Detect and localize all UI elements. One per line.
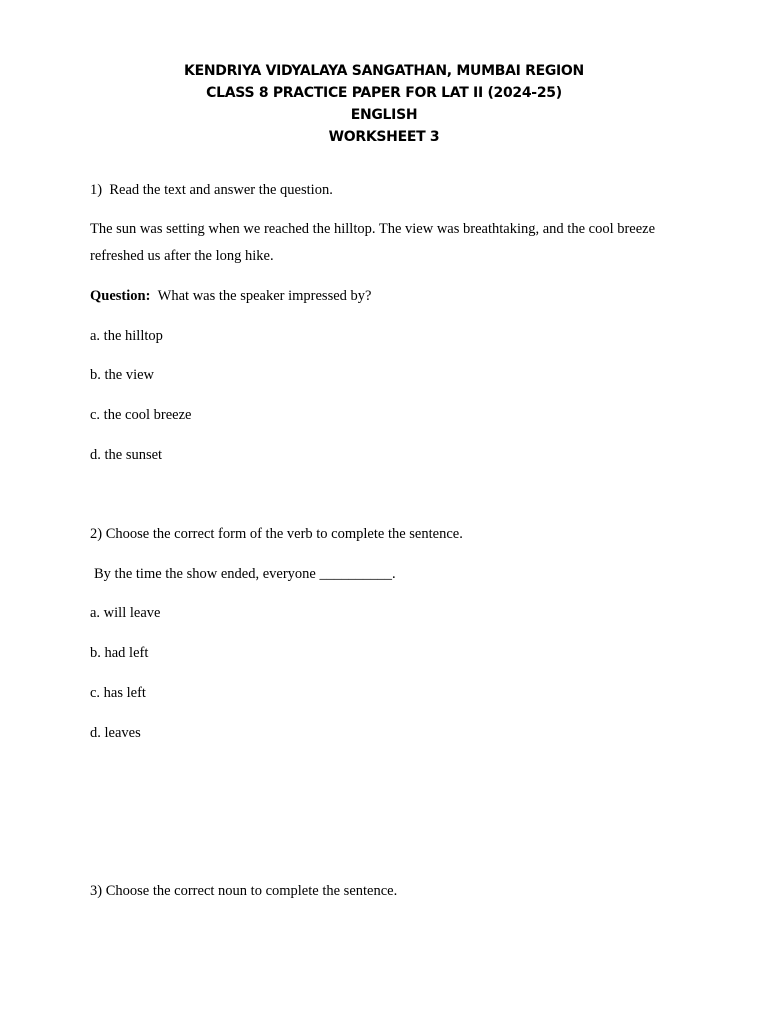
document-header <box>0 60 768 148</box>
q2-option-b: b. had left <box>90 645 149 661</box>
q1-question-text: What was the speaker impressed by? <box>157 288 372 304</box>
subject-title: ENGLISH <box>350 107 418 123</box>
q2-option-a: a. will leave <box>90 605 161 621</box>
q1-option-c: c. the cool breeze <box>90 407 192 423</box>
q3-instruction: 3) Choose the correct noun to complete the sentence. <box>90 883 398 899</box>
paper-title: CLASS 8 PRACTICE PAPER FOR LAT II (2024-25) <box>206 85 562 101</box>
q2-sentence: By the time the show ended, everyone __________. <box>94 566 396 582</box>
q2-option-c: c. has left <box>90 685 146 701</box>
q2-option-d: d. leaves <box>90 725 141 741</box>
q1-passage: The sun was setting when we reached the hilltop. The view was breathtaking, and the cool breeze refreshed us after the long hike. <box>90 221 656 264</box>
worksheet-title: WORKSHEET 3 <box>328 129 440 145</box>
q2-instruction: 2) Choose the correct form of the verb to complete the sentence. <box>90 526 463 542</box>
school-title: KENDRIYA VIDYALAYA SANGATHAN, MUMBAI REGION <box>184 63 584 79</box>
q1-number: 1) <box>90 182 103 198</box>
q1-option-a: a. the hilltop <box>90 328 163 344</box>
q1-instruction: Read the text and answer the question. <box>109 182 333 198</box>
q1-question-label: Question: <box>90 288 151 304</box>
q1-instruction-line <box>90 181 333 199</box>
q1-option-b: b. the view <box>90 367 155 383</box>
q1-question-line <box>90 287 371 305</box>
q1-option-d: d. the sunset <box>90 447 163 463</box>
